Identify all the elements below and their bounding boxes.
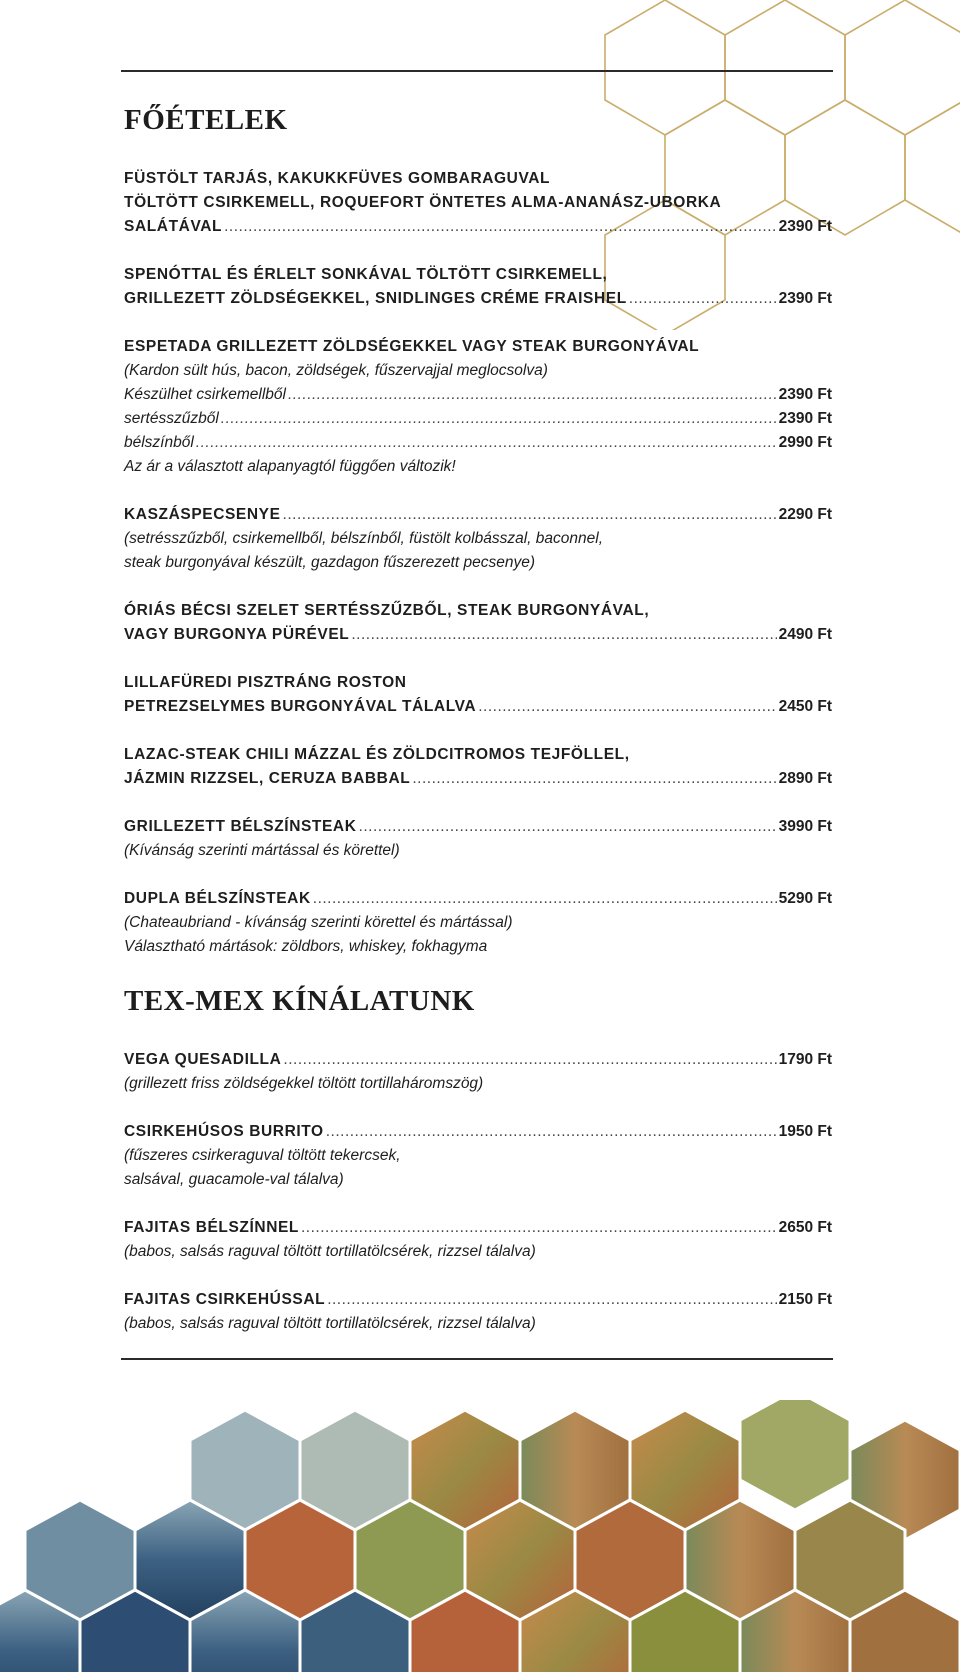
dish-name: KASZÁSPECSENYE [124, 506, 281, 523]
variant-price-line [124, 407, 832, 431]
dot-leader [327, 1288, 776, 1312]
dish-description: steak burgonyával készült, gazdagon fűszerezett pecsenye) [124, 554, 535, 571]
dish-name: SALÁTÁVAL [124, 218, 223, 235]
variant-label: sertésszűzből [124, 410, 219, 427]
variant-price-line [124, 383, 832, 407]
price: 1790 Ft [778, 1051, 832, 1068]
price: 2390 Ft [778, 410, 832, 427]
price-line [124, 215, 832, 239]
menu-item [124, 887, 832, 959]
menu-item [124, 815, 832, 863]
dish-description: (grillezett friss zöldségekkel töltött tortillaháromszög) [124, 1075, 484, 1092]
dot-leader [313, 887, 777, 911]
menu-item [124, 1288, 832, 1336]
price: 2290 Ft [778, 506, 832, 523]
price: 2890 Ft [778, 770, 832, 787]
variant-label: bélszínből [124, 434, 194, 451]
dish-description: (Kívánság szerinti mártással és körettel) [124, 842, 400, 859]
price-line [124, 1216, 832, 1240]
menu-item [124, 671, 832, 719]
dish-description: (setrésszűzből, csirkemellből, bélszínből, füstölt kolbásszal, baconnel, [124, 530, 604, 547]
dish-name: JÁZMIN RIZZSEL, CERUZA BABBAL [124, 770, 411, 787]
price: 5290 Ft [778, 890, 832, 907]
price: 2650 Ft [778, 1219, 832, 1236]
price-line [124, 503, 832, 527]
dish-name-line: SPENÓTTAL ÉS ÉRLELT SONKÁVAL TÖLTÖTT CSIRKEMELL, [124, 266, 608, 283]
dot-leader [629, 287, 777, 311]
menu-item [124, 263, 832, 311]
bottom-divider [121, 1358, 833, 1360]
price: 2450 Ft [778, 698, 832, 715]
dish-description: (Chateaubriand - kívánság szerinti körettel és mártással) [124, 914, 513, 931]
price-line [124, 1120, 832, 1144]
dish-description: (Kardon sült hús, bacon, zöldségek, fűszervajjal meglocsolva) [124, 362, 548, 379]
menu-item [124, 1048, 832, 1096]
price: 2490 Ft [778, 626, 832, 643]
dot-leader [283, 1048, 776, 1072]
dish-description: Választható mártások: zöldbors, whiskey, fokhagyma [124, 938, 488, 955]
dish-name: CSIRKEHÚSOS BURRITO [124, 1123, 324, 1140]
dish-description: (fűszeres csirkeraguval töltött tekercsek, [124, 1147, 401, 1164]
price-line [124, 887, 832, 911]
dish-name-line: LAZAC-STEAK CHILI MÁZZAL ÉS ZÖLDCITROMOS TEJFÖLLEL, [124, 746, 630, 763]
dish-description: (babos, salsás raguval töltött tortillatölcsérek, rizzsel tálalva) [124, 1315, 536, 1332]
menu-item [124, 503, 832, 575]
seascape-hexagon-mosaic [0, 1400, 960, 1672]
price-line [124, 1048, 832, 1072]
dish-name: GRILLEZETT ZÖLDSÉGEKKEL, SNIDLINGES CRÉME FRAISHEL [124, 290, 627, 307]
section-title-foetelek: FŐÉTELEK [124, 104, 288, 136]
price: 1950 Ft [778, 1123, 832, 1140]
price-note: Az ár a választott alapanyagtól függően változik! [124, 458, 456, 475]
top-divider [121, 70, 833, 72]
price: 2390 Ft [778, 218, 832, 235]
price-line [124, 1288, 832, 1312]
price-line [124, 695, 832, 719]
menu-item [124, 1216, 832, 1264]
dot-leader [288, 383, 777, 407]
price: 3990 Ft [778, 818, 832, 835]
dot-leader [351, 623, 776, 647]
dot-leader [412, 767, 776, 791]
dish-description: (babos, salsás raguval töltött tortillatölcsérek, rizzsel tálalva) [124, 1243, 536, 1260]
menu-item [124, 167, 832, 239]
menu-content [124, 104, 832, 1360]
dish-name: DUPLA BÉLSZÍNSTEAK [124, 890, 311, 907]
dish-name: VEGA QUESADILLA [124, 1051, 282, 1068]
price-line [124, 767, 832, 791]
dish-name-line: LILLAFÜREDI PISZTRÁNG ROSTON [124, 674, 407, 691]
dish-name: FAJITAS BÉLSZÍNNEL [124, 1219, 299, 1236]
section-title-texmex: TEX-MEX KÍNÁLATUNK [124, 985, 475, 1017]
dish-description: salsával, guacamole-val tálalva) [124, 1171, 344, 1188]
price: 2390 Ft [778, 290, 832, 307]
price: 2150 Ft [778, 1291, 832, 1308]
dot-leader [221, 407, 777, 431]
dish-name-line: TÖLTÖTT CSIRKEMELL, ROQUEFORT ÖNTETES ALMA-ANANÁSZ-UBORKA [124, 194, 722, 211]
menu-item [124, 335, 832, 479]
dot-leader [283, 503, 777, 527]
dot-leader [359, 815, 777, 839]
dish-name-line: ESPETADA GRILLEZETT ZÖLDSÉGEKKEL VAGY STEAK BURGONYÁVAL [124, 338, 700, 355]
dot-leader [478, 695, 776, 719]
dot-leader [224, 215, 776, 239]
variant-price-line [124, 431, 832, 455]
menu-item [124, 743, 832, 791]
variant-label: Készülhet csirkemellből [124, 386, 286, 403]
menu-item [124, 1120, 832, 1192]
menu-item [124, 599, 832, 647]
dish-name: VAGY BURGONYA PÜRÉVEL [124, 626, 350, 643]
price: 2990 Ft [778, 434, 832, 451]
dish-name: GRILLEZETT BÉLSZÍNSTEAK [124, 818, 357, 835]
price-line [124, 815, 832, 839]
dot-leader [196, 431, 777, 455]
price: 2390 Ft [778, 386, 832, 403]
dot-leader [301, 1216, 777, 1240]
dot-leader [326, 1120, 777, 1144]
price-line [124, 287, 832, 311]
dish-name: PETREZSELYMES BURGONYÁVAL TÁLALVA [124, 698, 477, 715]
dish-name-line: ÓRIÁS BÉCSI SZELET SERTÉSSZŰZBŐL, STEAK BURGONYÁVAL, [124, 602, 650, 619]
dish-name-line: FÜSTÖLT TARJÁS, KAKUKKFÜVES GOMBARAGUVAL [124, 170, 551, 187]
price-line [124, 623, 832, 647]
dish-name: FAJITAS CSIRKEHÚSSAL [124, 1291, 326, 1308]
